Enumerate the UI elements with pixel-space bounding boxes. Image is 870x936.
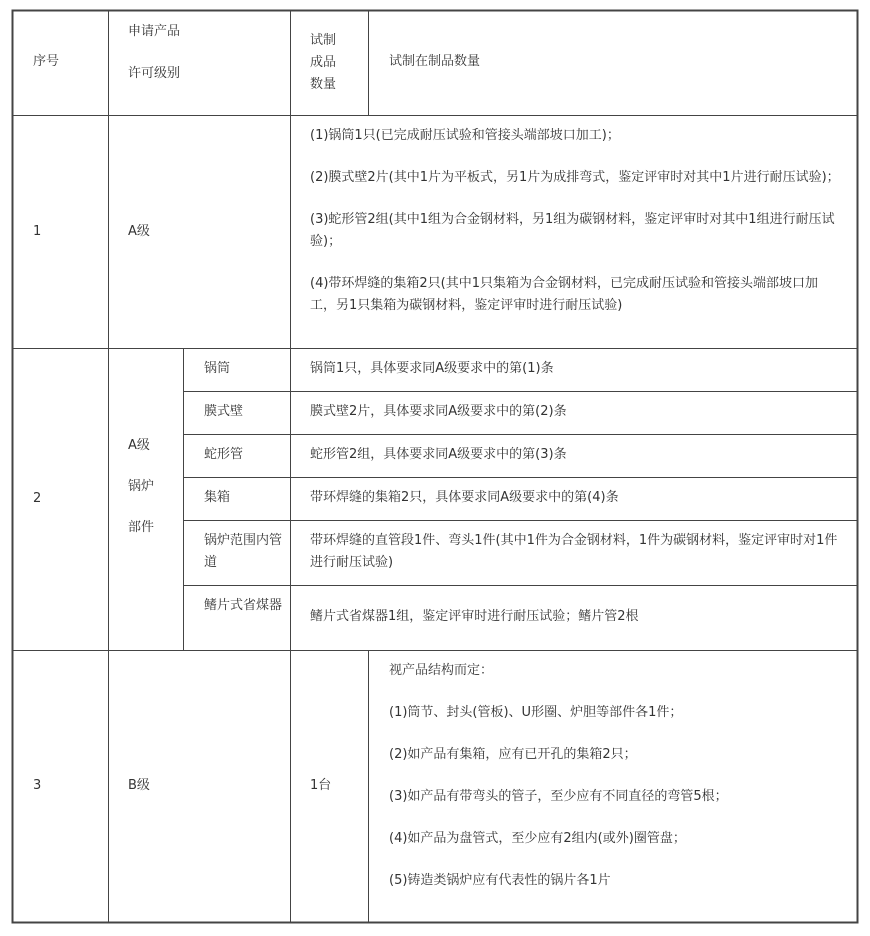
header-seq: 序号	[33, 54, 60, 69]
row1-item: (1)锅筒1只(已完成耐压试验和管接头端部坡口加工)；	[310, 128, 620, 143]
header-product-line1: 申请产品	[128, 24, 181, 39]
part-name: 蛇形管	[204, 447, 244, 462]
row3-item: (4)如产品为盘管式，至少应有2组内(或外)圈管盘；	[389, 831, 686, 846]
row3-item: (3)如产品有带弯头的管子，至少应有不同直径的弯管5根；	[389, 789, 728, 804]
part-name: 膜式壁	[204, 404, 244, 419]
row2-level	[128, 435, 178, 539]
part-requirement: 带环焊缝的直管段1件、弯头1件(其中1件为合金钢材料，1件为碳钢材料，鉴定评审时对1件进行耐压试验)	[310, 533, 838, 570]
part-name: 集箱	[204, 490, 231, 505]
part-requirement: 蛇形管2组，具体要求同A级要求中的第(3)条	[310, 447, 567, 462]
row1-item: (2)膜式壁2片(其中1片为平板式，另1片为成排弯式，鉴定评审时对其中1片进行耐压试验)；	[310, 170, 840, 185]
row3-seq: 3	[33, 778, 42, 793]
part-name: 锅筒	[204, 361, 231, 376]
part-requirement: 带环焊缝的集箱2只，具体要求同A级要求中的第(4)条	[310, 490, 619, 505]
row3-item: (1)筒节、封头(管板)、U形圈、炉胆等部件各1件；	[389, 705, 683, 720]
header-trial-line2: 成品	[310, 55, 337, 70]
part-name: 锅炉范围内管道	[204, 533, 283, 570]
row3-level: B级	[128, 778, 150, 793]
row2-seq: 2	[33, 491, 42, 506]
row2-level-line2: 锅炉	[128, 479, 155, 494]
header-trial-line3: 数量	[310, 77, 337, 92]
header-trial-qty	[310, 30, 360, 96]
row2-level-line1: A级	[128, 438, 150, 453]
row2-level-line3: 部件	[128, 520, 155, 535]
row3-item: (2)如产品有集箱，应有已开孔的集箱2只；	[389, 747, 637, 762]
row1-item: (3)蛇形管2组(其中1组为合金钢材料，另1组为碳钢材料，鉴定评审时对其中1组进行耐压试验)；	[310, 212, 835, 249]
header-wip-qty: 试制在制品数量	[389, 54, 481, 69]
part-requirement: 膜式壁2片，具体要求同A级要求中的第(2)条	[310, 404, 567, 419]
part-requirement: 锅筒1只，具体要求同A级要求中的第(1)条	[310, 361, 554, 376]
header-product-level	[128, 21, 278, 85]
row1-item: (4)带环焊缝的集箱2只(其中1只集箱为合金钢材料，已完成耐压试验和管接头端部坡口加工，另1只集箱为碳钢材料，鉴定评审时进行耐压试验)	[310, 276, 819, 313]
row1-requirements	[310, 125, 840, 317]
row3-requirements	[389, 660, 849, 892]
part-name: 鳍片式省煤器	[204, 598, 283, 613]
header-trial-line1: 试制	[310, 33, 337, 48]
row1-seq: 1	[33, 224, 42, 239]
part-requirement: 鳍片式省煤器1组，鉴定评审时进行耐压试验；鳍片管2根	[310, 609, 639, 624]
header-product-line2: 许可级别	[128, 66, 181, 81]
row3-item: 视产品结构而定：	[389, 663, 494, 678]
row3-qty: 1台	[310, 778, 332, 793]
row3-item: (5)铸造类锅炉应有代表性的锅片各1片	[389, 873, 611, 888]
row1-level: A级	[128, 224, 150, 239]
